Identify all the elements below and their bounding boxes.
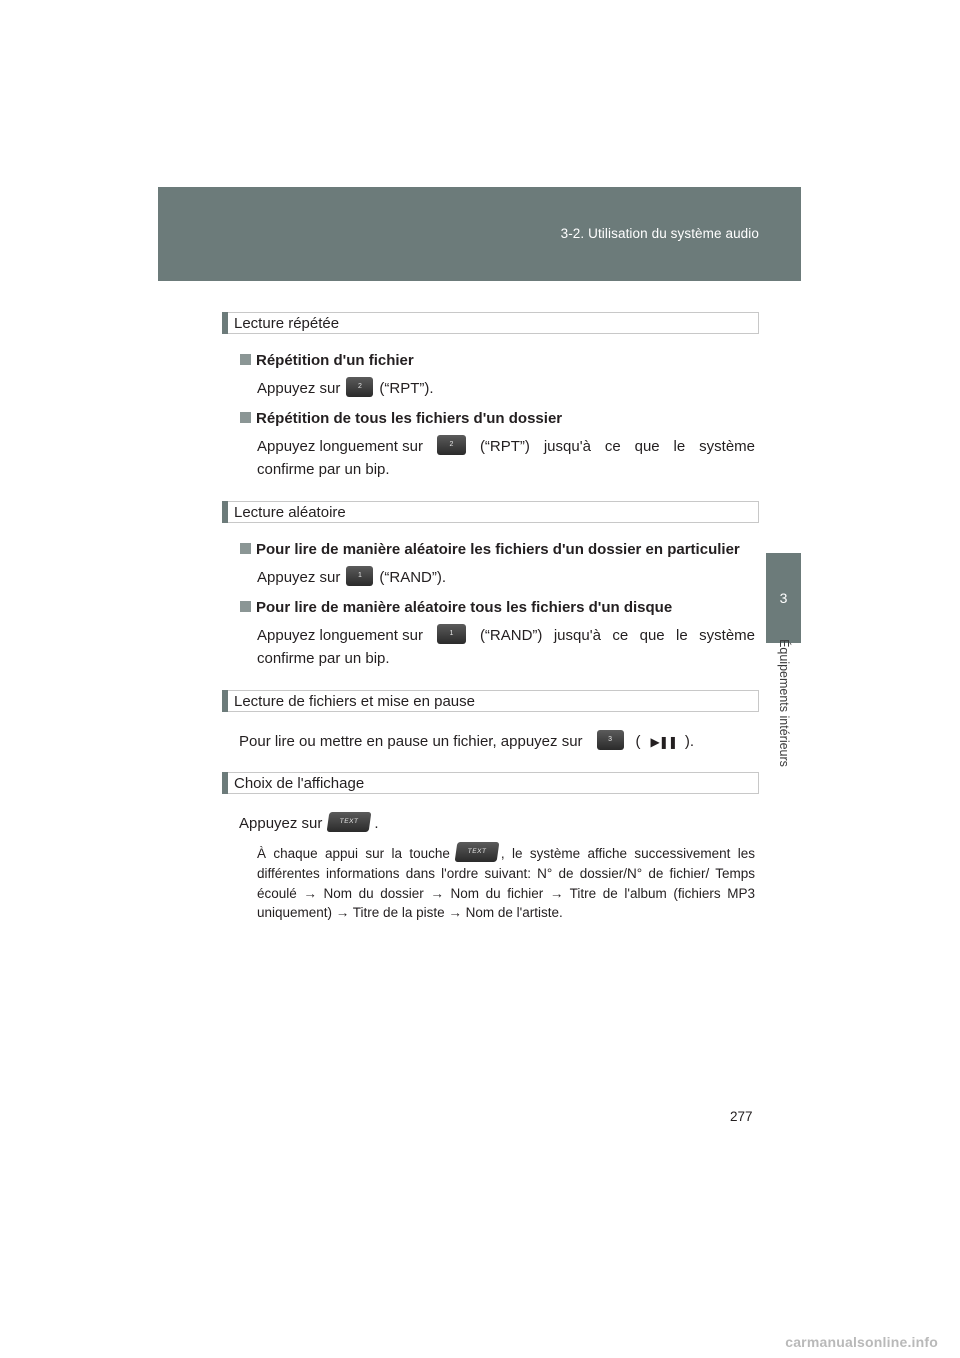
repeat-sub1-text-a: Appuyez sur — [257, 380, 341, 397]
playpause-text-b: ( — [635, 733, 641, 750]
display-text-a: Appuyez sur — [239, 815, 323, 832]
chapter-title-vertical — [766, 628, 801, 778]
section-playpause-header — [222, 690, 759, 712]
text-button-icon: TEXT — [454, 842, 499, 862]
random-sub2-title: Pour lire de manière aléatoire tous les fichiers d'un disque — [256, 599, 673, 616]
section-display-header — [222, 772, 759, 794]
preset-2-button-icon: 2 — [346, 377, 373, 397]
preset-1-button-icon: 1 — [437, 624, 466, 644]
header-band — [158, 187, 801, 281]
square-bullet-icon — [240, 601, 251, 612]
playpause-text — [239, 730, 759, 754]
square-bullet-icon — [240, 412, 251, 423]
section-random-title: Lecture aléatoire — [234, 504, 346, 521]
page-number: 277 — [730, 1109, 753, 1124]
repeat-sub1-text — [257, 377, 757, 400]
random-sub1-text-a: Appuyez sur — [257, 569, 341, 586]
play-pause-icon: ▶❚❚ — [650, 735, 677, 749]
square-bullet-icon — [240, 354, 251, 365]
chapter-number: 3 — [779, 590, 788, 606]
section-playpause-title: Lecture de fichiers et mise en pause — [234, 693, 475, 710]
watermark: carmanualsonline.info — [785, 1334, 938, 1350]
header-section-title: 3-2. Utilisation du système audio — [560, 226, 759, 241]
random-sub1-text — [257, 566, 757, 589]
repeat-sub2-text-a: Appuyez longuement sur — [257, 438, 423, 455]
section-display-title: Choix de l'affichage — [234, 775, 365, 792]
section-repeat-header — [222, 312, 759, 334]
display-text-b: . — [374, 815, 379, 832]
square-bullet-icon — [240, 543, 251, 554]
chapter-title: Équipements intérieurs — [776, 639, 791, 767]
repeat-sub2-text-c: confirme par un bip. — [257, 461, 390, 478]
repeat-sub2-heading — [240, 410, 562, 427]
section-random-header — [222, 501, 759, 523]
playpause-text-c: ). — [684, 733, 695, 750]
random-sub2-text — [257, 624, 755, 670]
repeat-sub1-text-b: (“RPT”). — [379, 380, 434, 397]
repeat-sub2-title: Répétition de tous les fichiers d'un dossier — [256, 410, 563, 427]
display-note — [257, 844, 755, 923]
preset-3-button-icon: 3 — [597, 730, 624, 750]
repeat-sub2-text-b: (“RPT”) jusqu'à ce que le système — [479, 438, 755, 455]
display-note-a: À chaque appui sur la touche — [257, 846, 450, 861]
text-button-icon: TEXT — [327, 812, 372, 832]
random-sub1-title: Pour lire de manière aléatoire les fichiers d'un dossier en particulier — [256, 541, 740, 558]
repeat-sub2-text — [257, 435, 755, 481]
section-repeat-title: Lecture répétée — [234, 315, 340, 332]
repeat-sub1-title: Répétition d'un fichier — [256, 352, 414, 369]
random-sub2-text-b: (“RAND”) jusqu'à ce que le système — [479, 627, 755, 644]
display-text — [239, 812, 759, 835]
display-note-b: , le système affiche successivement les différentes informations dans l'ordre suivant: N° de dossier/N° de fichier/ Temps écoulé → Nom du dossier → Nom du fichier → Titre de l'album (fichiers MP3 uniquement) → Titre de la piste → Nom de l'artiste. — [257, 846, 755, 921]
random-sub2-text-a: Appuyez longuement sur — [257, 627, 423, 644]
playpause-text-a: Pour lire ou mettre en pause un fichier, appuyez sur — [239, 733, 583, 750]
random-sub1-text-b: (“RAND”). — [379, 569, 447, 586]
random-sub2-text-c: confirme par un bip. — [257, 650, 390, 667]
random-sub2-heading — [240, 599, 672, 616]
random-sub1-heading — [240, 541, 740, 558]
preset-2-button-icon: 2 — [437, 435, 466, 455]
repeat-sub1-heading — [240, 352, 414, 369]
preset-1-button-icon: 1 — [346, 566, 373, 586]
